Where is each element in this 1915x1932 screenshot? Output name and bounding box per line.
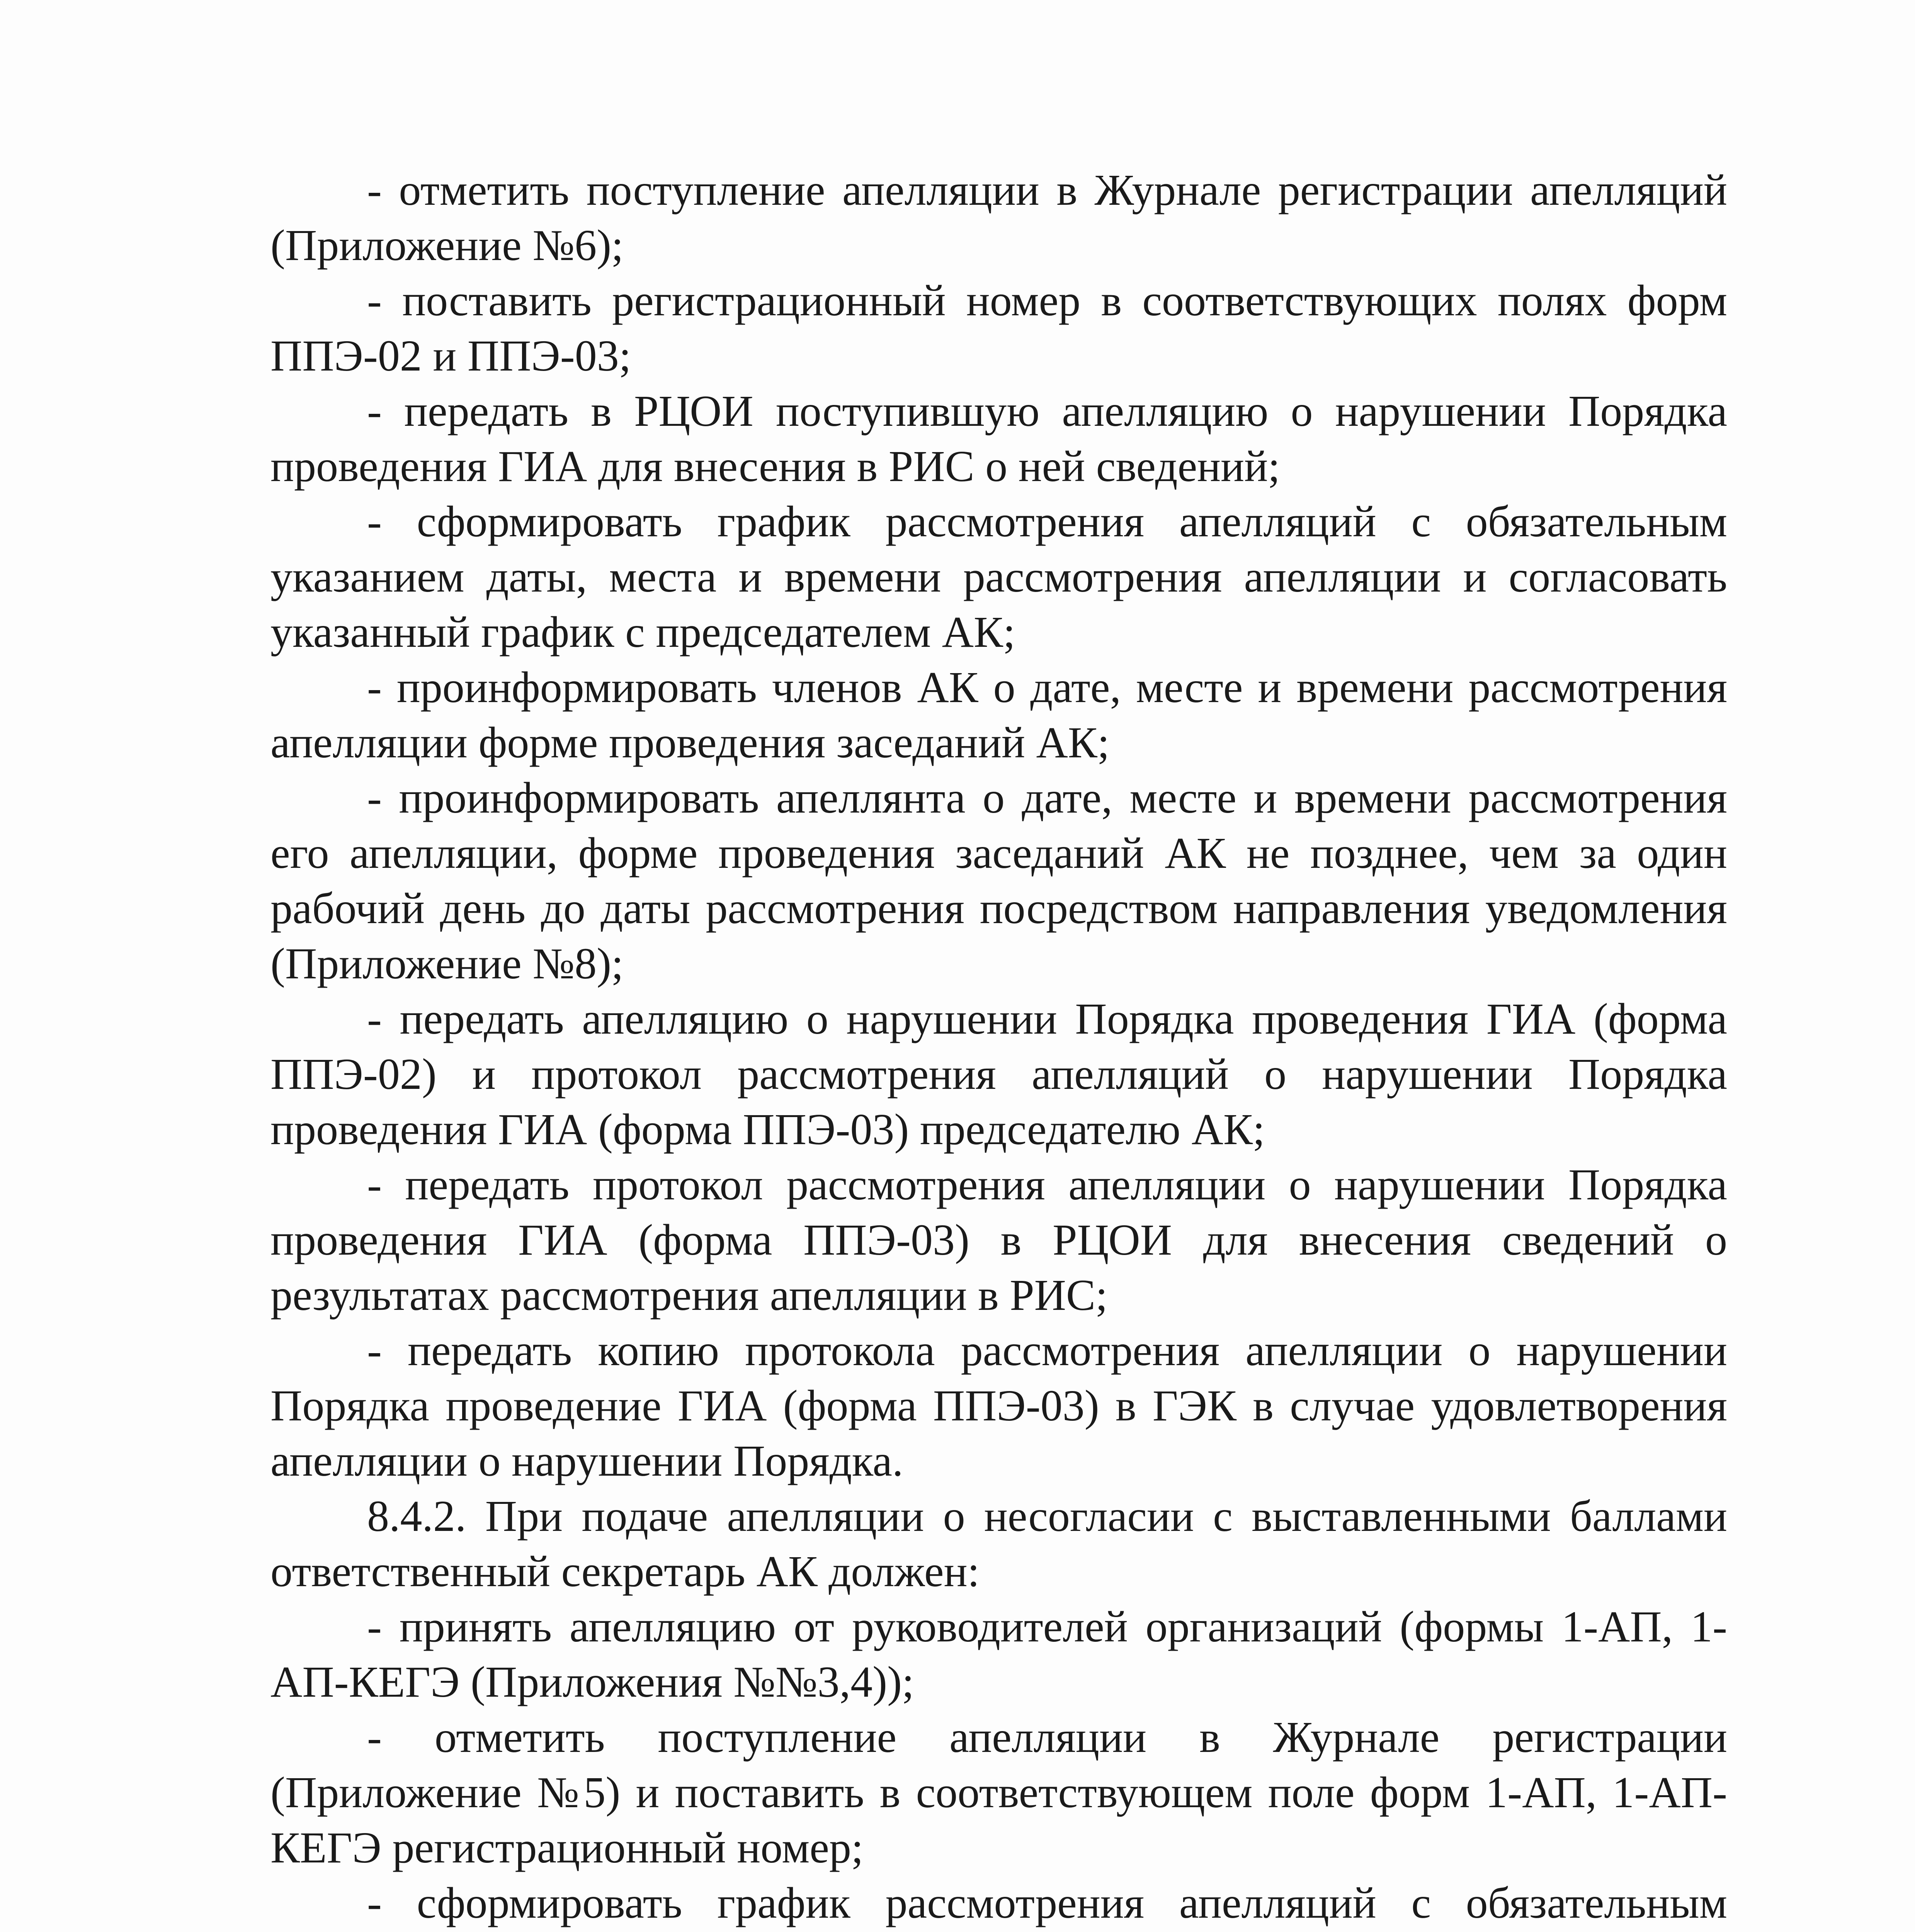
paragraph: - проинформировать членов АК о дате, месте и времени рассмотрения апелляции форме проведения заседаний АК; xyxy=(270,663,1727,767)
paragraph: - отметить поступление апелляции в Журнале регистрации (Приложение №5) и поставить в соответствующем поле форм 1-АП, 1-АП-КЕГЭ регистрационный номер; xyxy=(270,1713,1727,1872)
paragraph: - проинформировать апеллянта о дате, месте и времени рассмотрения его апелляции, форме проведения заседаний АК не позднее, чем за один рабочий день до даты рассмотрения посредством направления уведомления (Приложение №8); xyxy=(270,773,1727,988)
paragraph: - передать протокол рассмотрения апелляции о нарушении Порядка проведения ГИА (форма ППЭ-03) в РЦОИ для внесения сведений о результатах рассмотрения апелляции в РИС; xyxy=(270,1160,1727,1320)
paragraph: - передать апелляцию о нарушении Порядка проведения ГИА (форма ППЭ-02) и протокол рассмотрения апелляций о нарушении Порядка проведения ГИА (форма ППЭ-03) председателю АК; xyxy=(270,994,1727,1154)
paragraph: - сформировать график рассмотрения апелляций с обязательным xyxy=(367,1878,1727,1927)
paragraph: - принять апелляцию от руководителей организаций (формы 1-АП, 1-АП-КЕГЭ (Приложения №№3,4)); xyxy=(270,1602,1727,1706)
paragraph: - отметить поступление апелляции в Журнале регистрации апелляций (Приложение №6); xyxy=(270,165,1727,270)
paragraph: - передать в РЦОИ поступившую апелляцию о нарушении Порядка проведения ГИА для внесения в РИС о ней сведений; xyxy=(270,386,1727,491)
paragraph: - передать копию протокола рассмотрения апелляции о нарушении Порядка проведение ГИА (форма ППЭ-03) в ГЭК в случае удовлетворения апелляции о нарушении Порядка. xyxy=(270,1326,1727,1485)
paragraph: - сформировать график рассмотрения апелляций с обязательным указанием даты, места и времени рассмотрения апелляции и согласовать указанный график с председателем АК; xyxy=(270,497,1727,656)
section-heading-8-4-2: 8.4.2. При подаче апелляции о несогласии с выставленными баллами ответственный секретарь АК должен: xyxy=(270,1492,1727,1596)
paragraph: - поставить регистрационный номер в соответствующих полях форм ППЭ-02 и ППЭ-03; xyxy=(270,276,1727,380)
document-body xyxy=(270,162,1727,1932)
